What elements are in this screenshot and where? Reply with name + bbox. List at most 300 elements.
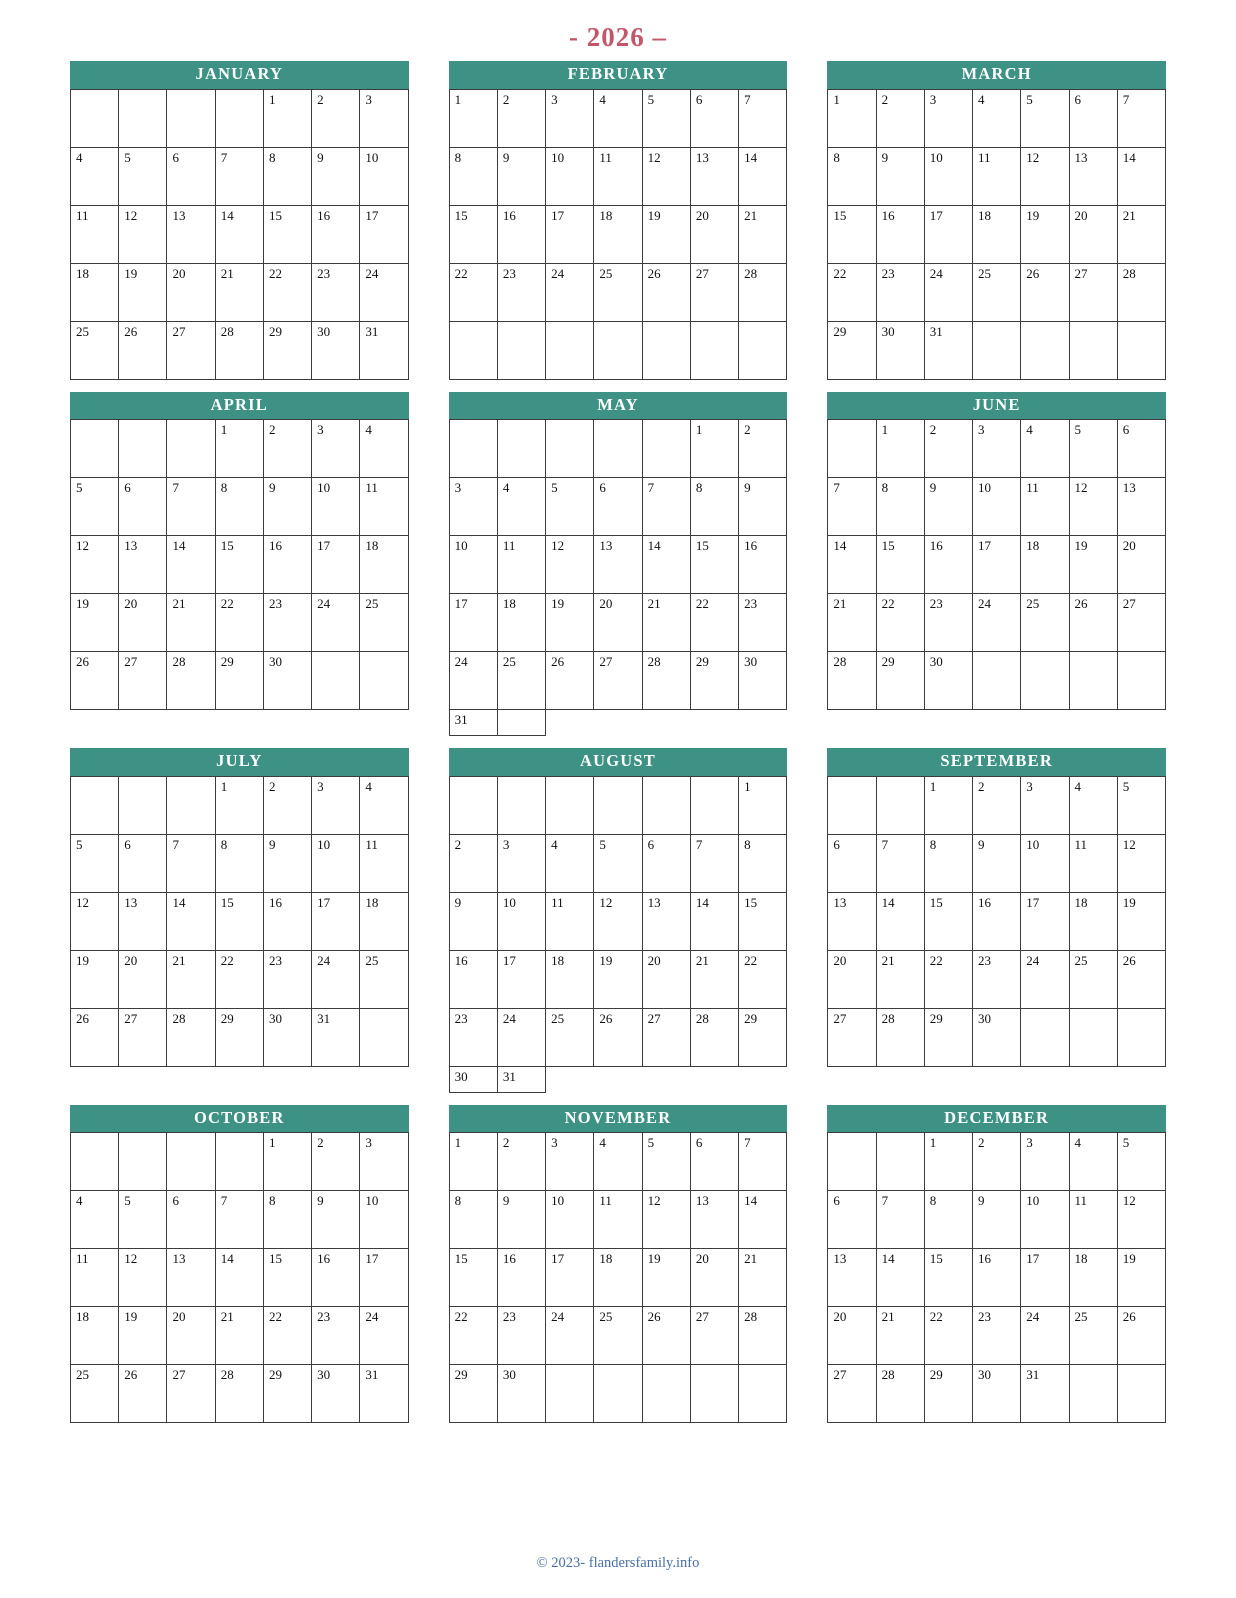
day-cell[interactable]: 9 (263, 834, 311, 892)
day-cell[interactable]: 15 (449, 1249, 497, 1307)
day-cell[interactable]: 21 (167, 950, 215, 1008)
day-cell[interactable]: 2 (497, 89, 545, 147)
day-cell[interactable]: 20 (642, 950, 690, 1008)
day-cell-empty[interactable] (546, 1365, 594, 1423)
day-cell[interactable]: 13 (690, 147, 738, 205)
day-cell[interactable]: 7 (876, 834, 924, 892)
day-cell[interactable]: 11 (360, 834, 408, 892)
day-cell[interactable]: 6 (167, 1191, 215, 1249)
day-cell[interactable]: 19 (119, 1307, 167, 1365)
day-cell[interactable]: 16 (497, 1249, 545, 1307)
day-cell[interactable]: 5 (1069, 420, 1117, 478)
day-cell[interactable]: 28 (690, 1008, 738, 1066)
day-cell[interactable]: 18 (973, 205, 1021, 263)
day-cell[interactable]: 4 (594, 89, 642, 147)
day-cell[interactable]: 2 (739, 420, 787, 478)
day-cell[interactable]: 20 (828, 950, 876, 1008)
day-cell[interactable]: 30 (449, 1066, 497, 1092)
day-cell[interactable]: 10 (546, 147, 594, 205)
day-cell[interactable]: 6 (1069, 89, 1117, 147)
day-cell[interactable]: 13 (828, 1249, 876, 1307)
day-cell[interactable]: 4 (1021, 420, 1069, 478)
day-cell-empty[interactable] (642, 420, 690, 478)
day-cell[interactable]: 18 (1069, 892, 1117, 950)
day-cell[interactable]: 23 (876, 263, 924, 321)
day-cell-empty[interactable] (1069, 652, 1117, 710)
day-cell[interactable]: 28 (642, 652, 690, 710)
day-cell[interactable]: 13 (828, 892, 876, 950)
day-cell[interactable]: 6 (642, 834, 690, 892)
day-cell[interactable]: 29 (690, 652, 738, 710)
day-cell-empty[interactable] (546, 420, 594, 478)
day-cell-empty[interactable] (1069, 1365, 1117, 1423)
day-cell[interactable]: 8 (215, 478, 263, 536)
day-cell[interactable]: 31 (360, 1365, 408, 1423)
day-cell[interactable]: 5 (642, 1133, 690, 1191)
day-cell-empty[interactable] (71, 776, 119, 834)
day-cell[interactable]: 16 (924, 536, 972, 594)
day-cell[interactable]: 29 (215, 652, 263, 710)
day-cell-empty[interactable] (1021, 1008, 1069, 1066)
day-cell[interactable]: 9 (973, 1191, 1021, 1249)
day-cell[interactable]: 20 (828, 1307, 876, 1365)
day-cell-empty[interactable] (973, 321, 1021, 379)
day-cell[interactable]: 4 (71, 1191, 119, 1249)
day-cell[interactable]: 31 (360, 321, 408, 379)
day-cell-empty[interactable] (449, 321, 497, 379)
day-cell[interactable]: 8 (924, 1191, 972, 1249)
day-cell[interactable]: 22 (215, 594, 263, 652)
day-cell[interactable]: 27 (1069, 263, 1117, 321)
day-cell[interactable]: 26 (1117, 950, 1165, 1008)
day-cell[interactable]: 4 (497, 478, 545, 536)
day-cell-empty[interactable] (167, 1133, 215, 1191)
day-cell[interactable]: 9 (924, 478, 972, 536)
day-cell[interactable]: 12 (71, 536, 119, 594)
day-cell-empty[interactable] (642, 1365, 690, 1423)
day-cell[interactable]: 6 (167, 147, 215, 205)
day-cell[interactable]: 11 (1069, 834, 1117, 892)
day-cell[interactable]: 9 (312, 147, 360, 205)
day-cell[interactable]: 23 (973, 1307, 1021, 1365)
day-cell[interactable]: 6 (690, 89, 738, 147)
day-cell-empty[interactable] (1021, 321, 1069, 379)
day-cell-empty[interactable] (594, 321, 642, 379)
day-cell[interactable]: 22 (828, 263, 876, 321)
day-cell[interactable]: 27 (167, 321, 215, 379)
day-cell[interactable]: 27 (1117, 594, 1165, 652)
day-cell[interactable]: 10 (973, 478, 1021, 536)
day-cell[interactable]: 30 (312, 1365, 360, 1423)
day-cell[interactable]: 1 (263, 1133, 311, 1191)
day-cell[interactable]: 23 (312, 1307, 360, 1365)
day-cell[interactable]: 30 (973, 1365, 1021, 1423)
day-cell[interactable]: 11 (546, 892, 594, 950)
day-cell[interactable]: 29 (876, 652, 924, 710)
day-cell[interactable]: 25 (360, 594, 408, 652)
day-cell[interactable]: 28 (215, 1365, 263, 1423)
day-cell[interactable]: 11 (71, 1249, 119, 1307)
day-cell[interactable]: 14 (167, 892, 215, 950)
day-cell[interactable]: 7 (215, 1191, 263, 1249)
day-cell-empty[interactable] (1117, 1008, 1165, 1066)
day-cell[interactable]: 4 (594, 1133, 642, 1191)
day-cell[interactable]: 25 (1021, 594, 1069, 652)
day-cell-empty[interactable] (546, 776, 594, 834)
day-cell[interactable]: 20 (167, 1307, 215, 1365)
day-cell[interactable]: 18 (1069, 1249, 1117, 1307)
day-cell[interactable]: 7 (876, 1191, 924, 1249)
day-cell[interactable]: 1 (263, 89, 311, 147)
day-cell[interactable]: 10 (924, 147, 972, 205)
day-cell[interactable]: 24 (1021, 950, 1069, 1008)
day-cell[interactable]: 17 (360, 205, 408, 263)
day-cell[interactable]: 17 (973, 536, 1021, 594)
day-cell[interactable]: 17 (360, 1249, 408, 1307)
day-cell[interactable]: 28 (1117, 263, 1165, 321)
day-cell-empty[interactable] (71, 420, 119, 478)
day-cell[interactable]: 5 (1117, 776, 1165, 834)
day-cell[interactable]: 22 (263, 263, 311, 321)
day-cell[interactable]: 3 (312, 420, 360, 478)
day-cell[interactable]: 4 (71, 147, 119, 205)
day-cell[interactable]: 4 (973, 89, 1021, 147)
day-cell-empty[interactable] (828, 776, 876, 834)
day-cell[interactable]: 12 (642, 147, 690, 205)
day-cell[interactable]: 9 (497, 1191, 545, 1249)
day-cell[interactable]: 26 (119, 1365, 167, 1423)
day-cell[interactable]: 20 (690, 1249, 738, 1307)
day-cell[interactable]: 2 (497, 1133, 545, 1191)
day-cell[interactable]: 17 (1021, 1249, 1069, 1307)
day-cell-empty[interactable] (690, 1365, 738, 1423)
day-cell[interactable]: 21 (739, 1249, 787, 1307)
day-cell-empty[interactable] (594, 420, 642, 478)
day-cell[interactable]: 19 (1117, 1249, 1165, 1307)
day-cell[interactable]: 31 (1021, 1365, 1069, 1423)
day-cell[interactable]: 30 (876, 321, 924, 379)
day-cell[interactable]: 21 (215, 263, 263, 321)
day-cell[interactable]: 14 (828, 536, 876, 594)
day-cell[interactable]: 29 (449, 1365, 497, 1423)
day-cell[interactable]: 4 (546, 834, 594, 892)
day-cell[interactable]: 30 (312, 321, 360, 379)
day-cell-empty[interactable] (360, 1008, 408, 1066)
day-cell[interactable]: 17 (497, 950, 545, 1008)
day-cell[interactable]: 23 (497, 263, 545, 321)
day-cell[interactable]: 6 (828, 834, 876, 892)
day-cell[interactable]: 27 (119, 652, 167, 710)
day-cell[interactable]: 9 (263, 478, 311, 536)
day-cell[interactable]: 25 (973, 263, 1021, 321)
day-cell[interactable]: 13 (1117, 478, 1165, 536)
day-cell[interactable]: 27 (828, 1008, 876, 1066)
day-cell[interactable]: 20 (167, 263, 215, 321)
day-cell[interactable]: 26 (71, 652, 119, 710)
day-cell[interactable]: 2 (312, 1133, 360, 1191)
day-cell[interactable]: 24 (449, 652, 497, 710)
day-cell[interactable]: 12 (1021, 147, 1069, 205)
day-cell[interactable]: 1 (215, 776, 263, 834)
day-cell[interactable]: 14 (167, 536, 215, 594)
day-cell[interactable]: 2 (973, 1133, 1021, 1191)
day-cell[interactable]: 12 (594, 892, 642, 950)
day-cell[interactable]: 8 (263, 147, 311, 205)
day-cell[interactable]: 11 (497, 536, 545, 594)
day-cell[interactable]: 19 (642, 1249, 690, 1307)
day-cell-empty[interactable] (449, 776, 497, 834)
day-cell[interactable]: 30 (924, 652, 972, 710)
day-cell[interactable]: 11 (594, 147, 642, 205)
day-cell[interactable]: 22 (924, 1307, 972, 1365)
day-cell[interactable]: 22 (215, 950, 263, 1008)
day-cell-empty[interactable] (876, 776, 924, 834)
day-cell[interactable]: 7 (739, 89, 787, 147)
day-cell[interactable]: 3 (973, 420, 1021, 478)
day-cell[interactable]: 4 (1069, 776, 1117, 834)
day-cell-empty[interactable] (449, 420, 497, 478)
day-cell[interactable]: 8 (449, 147, 497, 205)
day-cell[interactable]: 10 (312, 834, 360, 892)
day-cell[interactable]: 14 (642, 536, 690, 594)
day-cell[interactable]: 14 (739, 147, 787, 205)
day-cell[interactable]: 8 (263, 1191, 311, 1249)
day-cell[interactable]: 1 (215, 420, 263, 478)
day-cell-empty[interactable] (497, 776, 545, 834)
day-cell[interactable]: 5 (71, 478, 119, 536)
day-cell[interactable]: 9 (497, 147, 545, 205)
day-cell[interactable]: 1 (876, 420, 924, 478)
day-cell[interactable]: 1 (449, 89, 497, 147)
day-cell[interactable]: 17 (1021, 892, 1069, 950)
day-cell[interactable]: 10 (360, 1191, 408, 1249)
day-cell-empty[interactable] (497, 710, 545, 736)
day-cell[interactable]: 16 (263, 892, 311, 950)
day-cell[interactable]: 28 (876, 1008, 924, 1066)
day-cell[interactable]: 25 (360, 950, 408, 1008)
day-cell[interactable]: 11 (360, 478, 408, 536)
day-cell[interactable]: 15 (828, 205, 876, 263)
day-cell[interactable]: 16 (739, 536, 787, 594)
day-cell[interactable]: 29 (924, 1365, 972, 1423)
day-cell-empty[interactable] (167, 420, 215, 478)
day-cell[interactable]: 16 (876, 205, 924, 263)
day-cell[interactable]: 24 (497, 1008, 545, 1066)
day-cell-empty[interactable] (215, 1133, 263, 1191)
day-cell[interactable]: 28 (167, 652, 215, 710)
day-cell[interactable]: 27 (119, 1008, 167, 1066)
day-cell[interactable]: 5 (642, 89, 690, 147)
day-cell[interactable]: 10 (360, 147, 408, 205)
day-cell[interactable]: 18 (360, 892, 408, 950)
day-cell-empty[interactable] (1117, 1365, 1165, 1423)
day-cell[interactable]: 22 (924, 950, 972, 1008)
day-cell[interactable]: 26 (546, 652, 594, 710)
day-cell-empty[interactable] (167, 89, 215, 147)
day-cell[interactable]: 21 (215, 1307, 263, 1365)
day-cell[interactable]: 8 (828, 147, 876, 205)
day-cell[interactable]: 25 (71, 321, 119, 379)
day-cell-empty[interactable] (1021, 652, 1069, 710)
day-cell[interactable]: 9 (973, 834, 1021, 892)
day-cell[interactable]: 28 (876, 1365, 924, 1423)
day-cell[interactable]: 2 (449, 834, 497, 892)
day-cell[interactable]: 24 (360, 263, 408, 321)
day-cell-empty[interactable] (594, 1365, 642, 1423)
day-cell[interactable]: 15 (924, 1249, 972, 1307)
day-cell-empty[interactable] (1069, 1008, 1117, 1066)
day-cell[interactable]: 28 (167, 1008, 215, 1066)
day-cell-empty[interactable] (594, 776, 642, 834)
day-cell[interactable]: 19 (119, 263, 167, 321)
day-cell[interactable]: 25 (594, 1307, 642, 1365)
day-cell[interactable]: 31 (312, 1008, 360, 1066)
day-cell[interactable]: 21 (876, 950, 924, 1008)
day-cell-empty[interactable] (690, 776, 738, 834)
day-cell-empty[interactable] (167, 776, 215, 834)
day-cell[interactable]: 5 (546, 478, 594, 536)
day-cell[interactable]: 1 (924, 776, 972, 834)
day-cell[interactable]: 14 (876, 1249, 924, 1307)
day-cell[interactable]: 14 (876, 892, 924, 950)
day-cell[interactable]: 22 (690, 594, 738, 652)
day-cell[interactable]: 26 (1069, 594, 1117, 652)
day-cell[interactable]: 8 (876, 478, 924, 536)
day-cell[interactable]: 21 (739, 205, 787, 263)
day-cell[interactable]: 2 (263, 776, 311, 834)
day-cell[interactable]: 19 (1069, 536, 1117, 594)
day-cell[interactable]: 21 (167, 594, 215, 652)
day-cell[interactable]: 15 (215, 892, 263, 950)
day-cell[interactable]: 5 (71, 834, 119, 892)
day-cell-empty[interactable] (312, 652, 360, 710)
day-cell[interactable]: 8 (215, 834, 263, 892)
day-cell[interactable]: 23 (263, 950, 311, 1008)
day-cell-empty[interactable] (360, 652, 408, 710)
day-cell-empty[interactable] (71, 1133, 119, 1191)
day-cell[interactable]: 6 (119, 478, 167, 536)
day-cell[interactable]: 29 (924, 1008, 972, 1066)
day-cell[interactable]: 10 (449, 536, 497, 594)
day-cell[interactable]: 24 (973, 594, 1021, 652)
day-cell[interactable]: 3 (449, 478, 497, 536)
day-cell-empty[interactable] (1069, 321, 1117, 379)
day-cell[interactable]: 30 (739, 652, 787, 710)
day-cell[interactable]: 18 (71, 263, 119, 321)
day-cell-empty[interactable] (642, 776, 690, 834)
day-cell[interactable]: 26 (1117, 1307, 1165, 1365)
day-cell[interactable]: 11 (1021, 478, 1069, 536)
day-cell[interactable]: 1 (739, 776, 787, 834)
day-cell[interactable]: 13 (167, 205, 215, 263)
day-cell[interactable]: 17 (312, 892, 360, 950)
day-cell[interactable]: 3 (924, 89, 972, 147)
day-cell[interactable]: 16 (263, 536, 311, 594)
day-cell[interactable]: 16 (312, 205, 360, 263)
day-cell-empty[interactable] (690, 321, 738, 379)
day-cell[interactable]: 24 (360, 1307, 408, 1365)
day-cell[interactable]: 5 (1021, 89, 1069, 147)
day-cell[interactable]: 14 (1117, 147, 1165, 205)
day-cell-empty[interactable] (1117, 321, 1165, 379)
day-cell[interactable]: 14 (215, 1249, 263, 1307)
day-cell[interactable]: 2 (876, 89, 924, 147)
day-cell[interactable]: 18 (594, 1249, 642, 1307)
day-cell[interactable]: 21 (876, 1307, 924, 1365)
day-cell[interactable]: 6 (119, 834, 167, 892)
day-cell[interactable]: 24 (312, 950, 360, 1008)
day-cell[interactable]: 14 (215, 205, 263, 263)
day-cell-empty[interactable] (739, 1365, 787, 1423)
day-cell[interactable]: 20 (1069, 205, 1117, 263)
day-cell[interactable]: 19 (1021, 205, 1069, 263)
day-cell-empty[interactable] (546, 321, 594, 379)
day-cell[interactable]: 1 (924, 1133, 972, 1191)
day-cell[interactable]: 23 (497, 1307, 545, 1365)
day-cell-empty[interactable] (215, 89, 263, 147)
day-cell[interactable]: 9 (312, 1191, 360, 1249)
day-cell[interactable]: 15 (690, 536, 738, 594)
day-cell[interactable]: 4 (360, 776, 408, 834)
day-cell[interactable]: 24 (1021, 1307, 1069, 1365)
day-cell[interactable]: 25 (1069, 950, 1117, 1008)
day-cell[interactable]: 22 (449, 263, 497, 321)
day-cell[interactable]: 3 (497, 834, 545, 892)
day-cell[interactable]: 13 (119, 536, 167, 594)
day-cell[interactable]: 7 (167, 478, 215, 536)
day-cell[interactable]: 15 (876, 536, 924, 594)
day-cell[interactable]: 23 (263, 594, 311, 652)
day-cell[interactable]: 8 (690, 478, 738, 536)
day-cell[interactable]: 20 (690, 205, 738, 263)
day-cell[interactable]: 26 (642, 1307, 690, 1365)
day-cell[interactable]: 14 (739, 1191, 787, 1249)
day-cell[interactable]: 3 (1021, 1133, 1069, 1191)
day-cell[interactable]: 8 (739, 834, 787, 892)
day-cell[interactable]: 25 (71, 1365, 119, 1423)
day-cell[interactable]: 5 (119, 147, 167, 205)
day-cell[interactable]: 3 (546, 1133, 594, 1191)
day-cell[interactable]: 21 (828, 594, 876, 652)
day-cell-empty[interactable] (119, 1133, 167, 1191)
day-cell[interactable]: 19 (1117, 892, 1165, 950)
day-cell[interactable]: 28 (739, 1307, 787, 1365)
day-cell[interactable]: 20 (1117, 536, 1165, 594)
day-cell-empty[interactable] (71, 89, 119, 147)
day-cell[interactable]: 30 (497, 1365, 545, 1423)
day-cell[interactable]: 19 (71, 594, 119, 652)
day-cell[interactable]: 20 (119, 594, 167, 652)
day-cell[interactable]: 1 (828, 89, 876, 147)
day-cell[interactable]: 5 (594, 834, 642, 892)
day-cell[interactable]: 25 (1069, 1307, 1117, 1365)
day-cell[interactable]: 19 (71, 950, 119, 1008)
day-cell[interactable]: 10 (1021, 1191, 1069, 1249)
day-cell[interactable]: 28 (739, 263, 787, 321)
day-cell[interactable]: 3 (546, 89, 594, 147)
day-cell[interactable]: 18 (594, 205, 642, 263)
day-cell[interactable]: 26 (119, 321, 167, 379)
day-cell[interactable]: 7 (642, 478, 690, 536)
day-cell[interactable]: 19 (594, 950, 642, 1008)
day-cell[interactable]: 16 (973, 1249, 1021, 1307)
day-cell[interactable]: 15 (263, 205, 311, 263)
day-cell[interactable]: 16 (973, 892, 1021, 950)
day-cell[interactable]: 19 (546, 594, 594, 652)
day-cell[interactable]: 21 (642, 594, 690, 652)
day-cell[interactable]: 1 (449, 1133, 497, 1191)
day-cell[interactable]: 17 (312, 536, 360, 594)
